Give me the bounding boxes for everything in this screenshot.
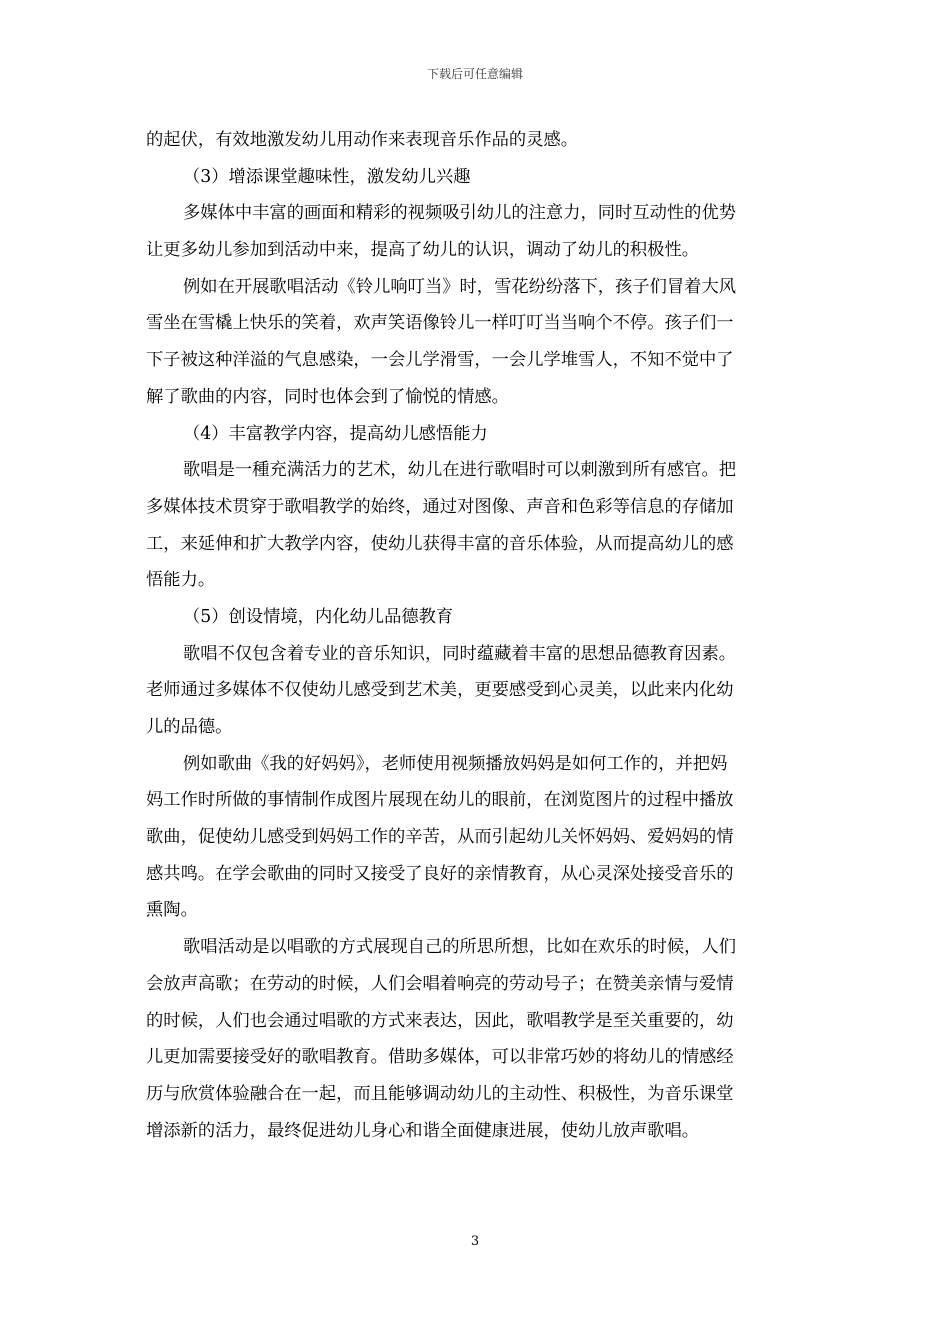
text-line: 熏陶。	[146, 900, 198, 921]
text-line: 歌曲，促使幼儿感受到妈妈工作的辛苦，从而引起幼儿关怀妈妈、爱妈妈的情	[146, 827, 734, 848]
paragraph	[146, 195, 811, 268]
text-line: 多媒体中丰富的画面和精彩的视频吸引幼儿的注意力，同时互动性的优势	[183, 203, 737, 224]
section-heading	[146, 599, 811, 636]
text-line: 会放声高歌；在劳动的时候，人们会唱着响亮的劳动号子；在赞美亲情与爱情	[146, 973, 734, 994]
header-note: 下载后可任意编辑	[426, 67, 523, 81]
paragraph	[146, 122, 811, 159]
section-heading	[146, 159, 811, 196]
text-line: 儿更加需要接受好的歌唱教育。借助多媒体，可以非常巧妙的将幼儿的情感经	[146, 1047, 734, 1068]
text-line: 例如歌曲《我的好妈妈》，老师使用视频播放妈妈是如何工作的，并把妈	[183, 753, 728, 774]
text-line: 悟能力。	[146, 570, 216, 591]
paragraph	[146, 746, 811, 929]
text-line: 的时候，人们也会通过唱歌的方式来表达，因此，歌唱教学是至关重要的，幼	[146, 1010, 734, 1031]
paragraph	[146, 929, 811, 1149]
text-line: 例如在开展歌唱活动《铃儿响叮当》时，雪花纷纷落下，孩子们冒着大风	[183, 276, 737, 297]
text-line: 解了歌曲的内容，同时也体会到了愉悦的情感。	[146, 386, 509, 407]
text-line: 儿的品德。	[146, 717, 233, 737]
paragraph	[146, 636, 811, 746]
paragraph	[146, 452, 811, 599]
text-line: 歌唱不仅包含着专业的音乐知识，同时蕴藏着丰富的思想品德教育因素。	[183, 643, 737, 664]
text-line: 歌唱是一種充满活力的艺术，幼儿在进行歌唱时可以刺激到所有感官。把	[183, 460, 737, 481]
document-body	[146, 122, 811, 1149]
text-line: 工，来延伸和扩大教学内容，使幼儿获得丰富的音乐体验，从而提高幼儿的感	[146, 533, 734, 554]
text-line: 历与欣赏体验融合在一起，而且能够调动幼儿的主动性、积极性，为音乐课堂	[146, 1083, 734, 1104]
text-line: 的起伏，有效地激发幼儿用动作来表现音乐作品的灵感。	[146, 130, 579, 150]
text-line: 让更多幼儿参加到活动中来，提高了幼儿的认识，调动了幼儿的积极性。	[146, 240, 700, 261]
text-line: （4）丰富教学内容，提高幼儿感悟能力	[183, 423, 488, 444]
text-line: 歌唱活动是以唱歌的方式展现自己的所思所想，比如在欢乐的时候，人们	[183, 937, 737, 958]
text-line: （3）增添课堂趣味性，激发幼儿兴趣	[183, 166, 471, 187]
text-line: （5）创设情境，内化幼儿品德教育	[183, 606, 454, 627]
section-heading	[146, 416, 811, 453]
page-number: 3	[470, 1234, 480, 1249]
text-line: 感共鸣。在学会歌曲的同时又接受了良好的亲情教育，从心灵深处接受音乐的	[146, 863, 734, 884]
text-line: 多媒体技术贯穿于歌唱教学的始终，通过对图像、声音和色彩等信息的存储加	[146, 496, 734, 517]
paragraph	[146, 269, 811, 416]
text-line: 雪坐在雪橇上快乐的笑着，欢声笑语像铃儿一样叮叮当当响个不停。孩子们一	[146, 313, 734, 334]
text-line: 增添新的活力，最终促进幼儿身心和谐全面健康进展，使幼儿放声歌唱。	[146, 1120, 700, 1141]
text-line: 老师通过多媒体不仅使幼儿感受到艺术美，更要感受到心灵美，以此来内化幼	[146, 680, 734, 701]
text-line: 下子被这种洋溢的气息感染，一会儿学滑雪，一会儿学堆雪人，不知不觉中了	[146, 350, 734, 371]
text-line: 妈工作时所做的事情制作成图片展现在幼儿的眼前，在浏览图片的过程中播放	[146, 790, 734, 811]
